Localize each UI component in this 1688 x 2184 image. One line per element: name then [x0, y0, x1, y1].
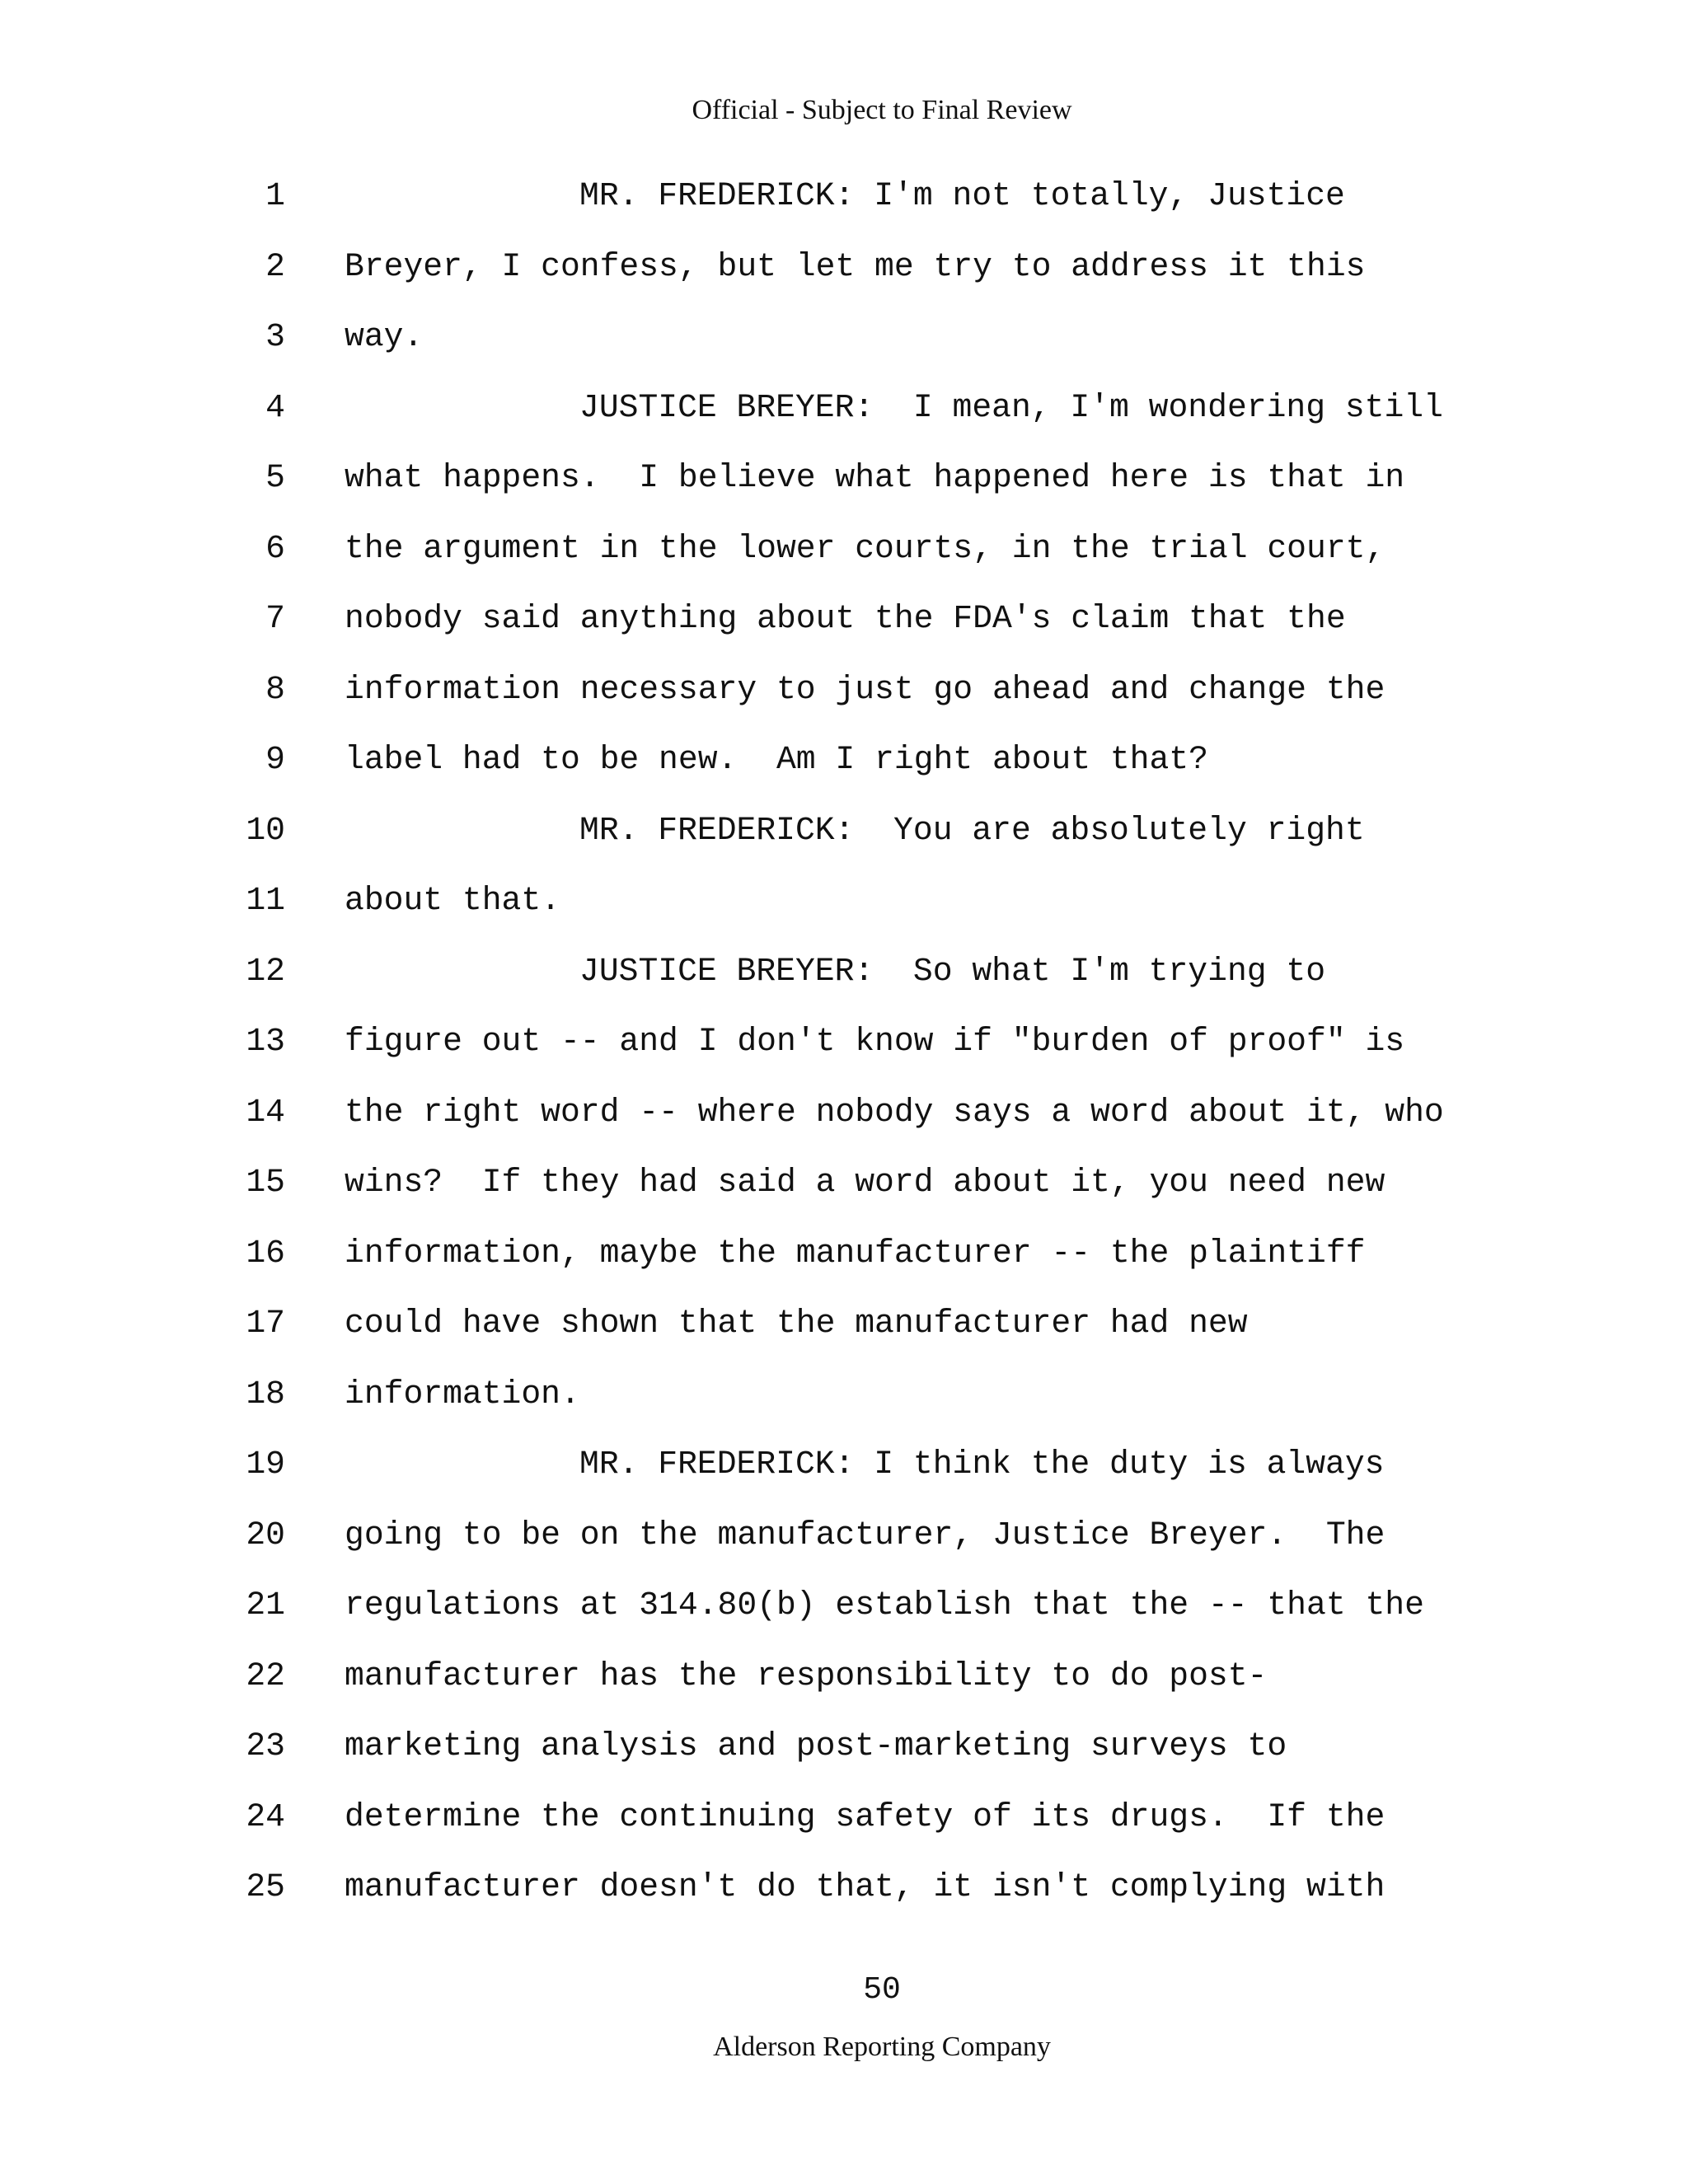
line-number: 2: [265, 247, 285, 285]
transcript-line: [0, 457, 1688, 527]
line-text: about that.: [345, 882, 560, 919]
line-text: the right word -- where nobody says a word about it, who: [345, 1093, 1444, 1131]
line-number: 5: [265, 459, 285, 496]
line-text: the argument in the lower courts, in the trial court,: [345, 529, 1386, 567]
transcript-line: [0, 387, 1688, 457]
page-header: [0, 94, 1688, 127]
line-text: MR. FREDERICK: I think the duty is always: [579, 1446, 1385, 1483]
transcript-line: [0, 175, 1688, 246]
page-footer: [0, 2031, 1688, 2064]
header-title: Official - Subject to Final Review: [692, 95, 1072, 125]
transcript-line: [0, 246, 1688, 316]
transcript-line: [0, 738, 1688, 809]
footer-company: Alderson Reporting Company: [713, 2032, 1051, 2062]
line-number: 15: [246, 1164, 285, 1201]
line-text: going to be on the manufacturer, Justice Breyer. The: [345, 1516, 1386, 1554]
transcript-line: [0, 668, 1688, 739]
line-number: 4: [265, 388, 285, 426]
transcript-line: [0, 1866, 1688, 1937]
transcript-line: [0, 1796, 1688, 1867]
transcript-line: [0, 809, 1688, 880]
line-text: MR. FREDERICK: You are absolutely right: [579, 811, 1365, 849]
transcript-line: [0, 1725, 1688, 1796]
line-number: 10: [246, 811, 285, 849]
transcript-line: [0, 1161, 1688, 1232]
line-number: 6: [265, 529, 285, 567]
line-text: wins? If they had said a word about it, you need new: [345, 1164, 1386, 1201]
transcript-line: [0, 1373, 1688, 1444]
line-number: 22: [246, 1657, 285, 1694]
line-text: regulations at 314.80(b) establish that the -- that the: [345, 1586, 1424, 1624]
transcript-line: [0, 527, 1688, 598]
transcript-line: [0, 879, 1688, 950]
line-text: information necessary to just go ahead and change the: [345, 670, 1386, 708]
line-text: what happens. I believe what happened here is that in: [345, 459, 1405, 496]
line-number: 14: [246, 1093, 285, 1131]
transcript-line: [0, 1514, 1688, 1585]
line-number: 21: [246, 1586, 285, 1624]
transcript-line: [0, 598, 1688, 668]
line-number: 25: [246, 1868, 285, 1905]
transcript-line: [0, 1020, 1688, 1091]
line-number: 13: [246, 1023, 285, 1060]
line-text: nobody said anything about the FDA's claim that the: [345, 600, 1346, 637]
line-text: way.: [345, 318, 424, 355]
line-number: 11: [246, 882, 285, 919]
transcript-line: [0, 1584, 1688, 1655]
line-text: JUSTICE BREYER: I mean, I'm wondering still: [579, 388, 1443, 426]
line-text: marketing analysis and post-marketing surveys to: [345, 1727, 1287, 1765]
line-number: 9: [265, 741, 285, 778]
line-number: 24: [246, 1797, 285, 1835]
line-number: 16: [246, 1234, 285, 1272]
transcript-line: [0, 1091, 1688, 1162]
line-text: manufacturer has the responsibility to do post-: [345, 1657, 1268, 1694]
transcript-line: [0, 1302, 1688, 1373]
line-number: 20: [246, 1516, 285, 1554]
line-text: figure out -- and I don't know if "burden of proof" is: [345, 1023, 1405, 1060]
transcript-body: [0, 175, 1688, 1937]
line-number: 23: [246, 1727, 285, 1765]
transcript-line: [0, 1232, 1688, 1303]
line-number: 17: [246, 1305, 285, 1342]
line-number: 12: [246, 952, 285, 990]
line-number: 8: [265, 670, 285, 708]
page-number: 50: [863, 1972, 901, 2008]
line-number: 1: [265, 177, 285, 214]
line-number: 19: [246, 1446, 285, 1483]
line-text: label had to be new. Am I right about that?: [345, 741, 1208, 778]
line-text: could have shown that the manufacturer had new: [345, 1305, 1248, 1342]
line-text: MR. FREDERICK: I'm not totally, Justice: [579, 177, 1345, 214]
line-text: information.: [345, 1375, 580, 1413]
transcript-line: [0, 1655, 1688, 1726]
line-number: 3: [265, 318, 285, 355]
line-text: determine the continuing safety of its drugs. If the: [345, 1797, 1386, 1835]
line-text: Breyer, I confess, but let me try to address it this: [345, 247, 1366, 285]
line-text: JUSTICE BREYER: So what I'm trying to: [579, 952, 1326, 990]
transcript-line: [0, 950, 1688, 1021]
line-number: 7: [265, 600, 285, 637]
transcript-line: [0, 1443, 1688, 1514]
line-text: manufacturer doesn't do that, it isn't complying with: [345, 1868, 1386, 1905]
line-text: information, maybe the manufacturer -- the plaintiff: [345, 1234, 1366, 1272]
transcript-line: [0, 316, 1688, 387]
line-number: 18: [246, 1375, 285, 1413]
